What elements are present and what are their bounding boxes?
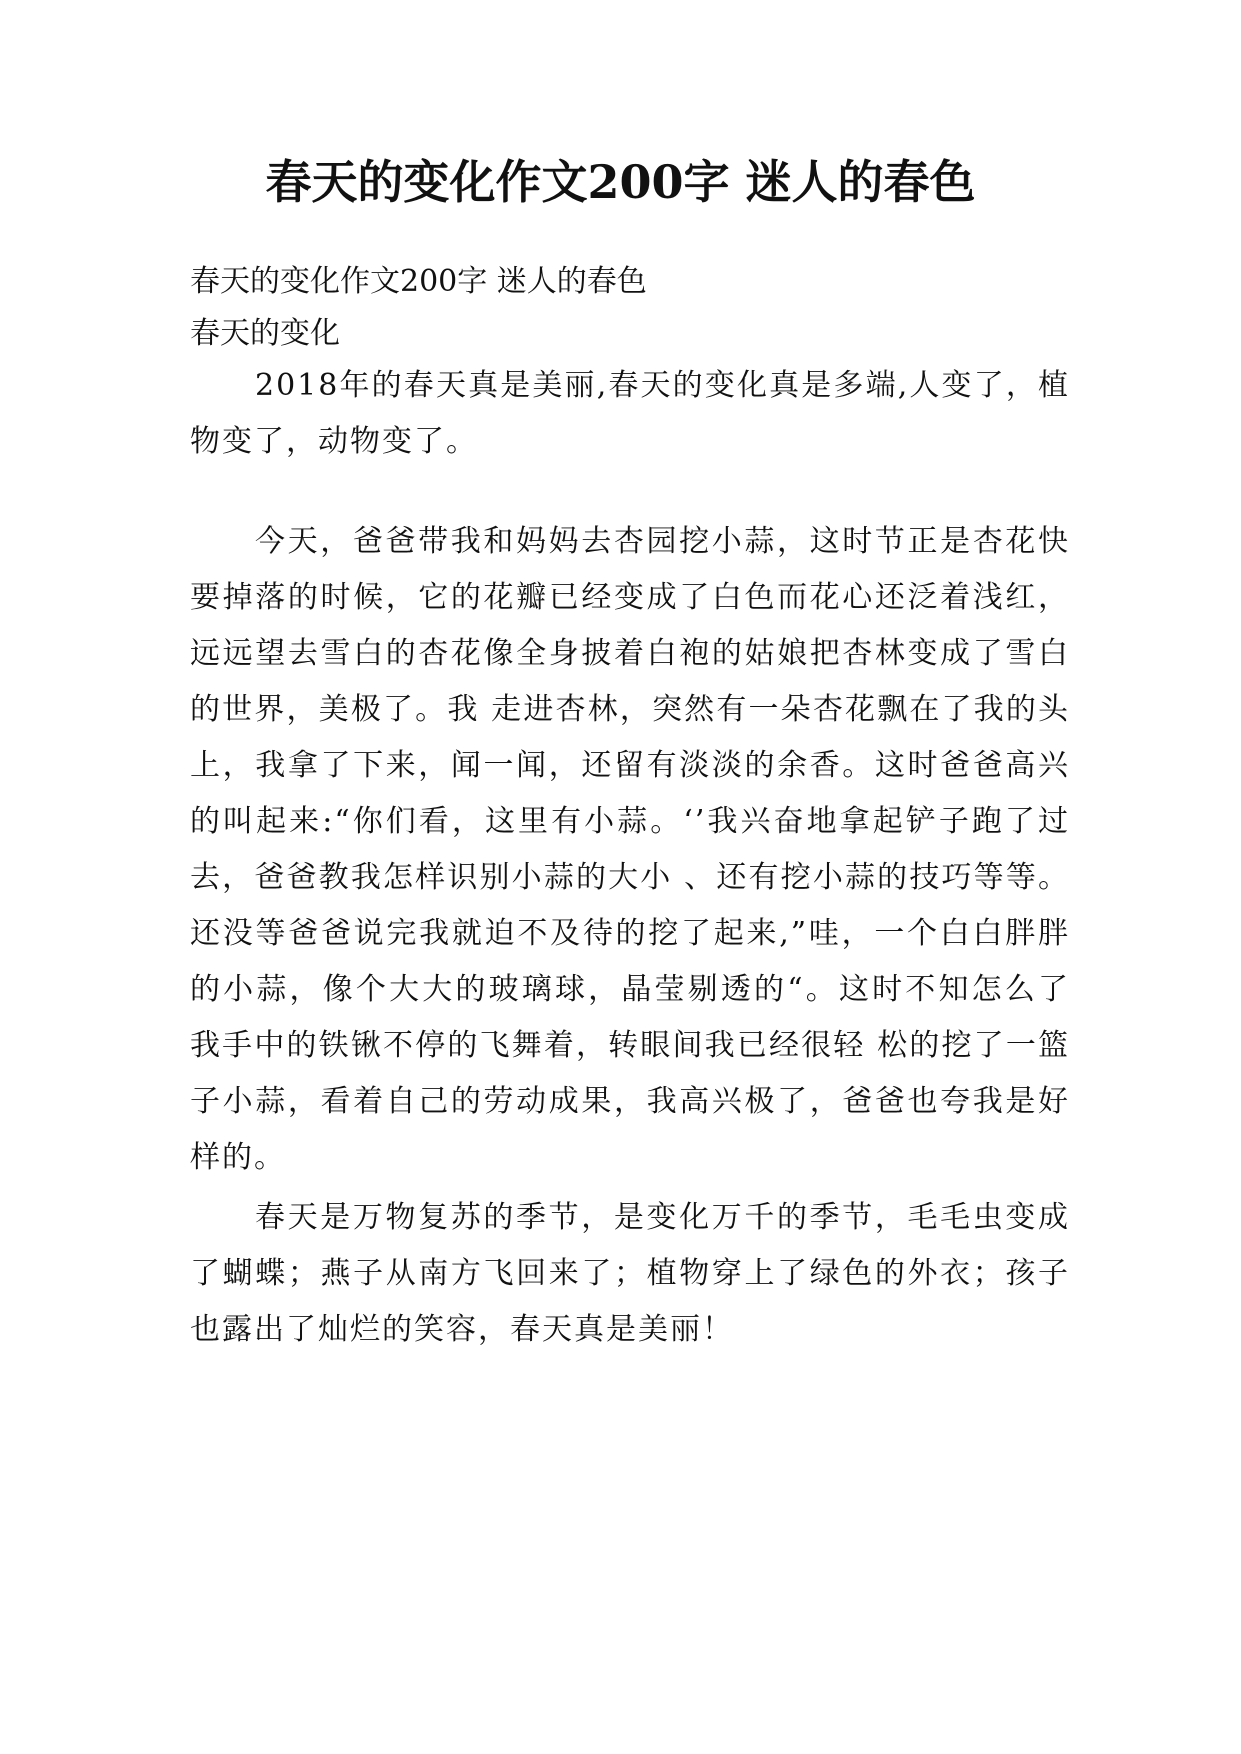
section-heading: 春天的变化 — [190, 316, 340, 351]
paragraph-3: 春天是万物复苏的季节，是变化万千的季节，毛毛虫变成了蝴蝶；燕子从南方飞回来了；植物穿上了绿色的外衣；孩子也露出了灿烂的笑容，春天真是美丽！ — [190, 1200, 1070, 1347]
document-title: 春天的变化作文200字 迷人的春色 — [265, 155, 976, 209]
paragraph-2: 今天，爸爸带我和妈妈去杏园挖小蒜，这时节正是杏花快要掉落的时候，它的花瓣已经变成了白色而花心还泛着浅红，远远望去雪白的杏花像全身披着白袍的姑娘把杏林变成了雪白的世界，美极了。我 走进杏林，突然有一朵杏花飘在了我的头上，我拿了下来，闻一闻，还留有淡淡的余香。这时爸爸高兴的叫起来:“你们看，这里有小蒜。‘’我兴奋地拿起铲子跑了过去，爸爸教我怎样识别小蒜的大小 、还有挖小蒜的技巧等等。还没等爸爸说完我就迫不及待的挖了起来,”哇，一个白白胖胖的小蒜，像个大大的玻璃球，晶莹剔透的“。这时不知怎么了我手中的铁锹不停的飞舞着，转眼间我已经很轻 松的挖了一篮子小蒜，看着自己的劳动成果，我高兴极了，爸爸也夸我是好样的。 — [190, 524, 1070, 1175]
paragraph-1: 2018年的春天真是美丽,春天的变化真是多端,人变了，植物变了，动物变了。 — [190, 368, 1070, 459]
document-subtitle: 春天的变化作文200字 迷人的春色 — [190, 264, 647, 299]
